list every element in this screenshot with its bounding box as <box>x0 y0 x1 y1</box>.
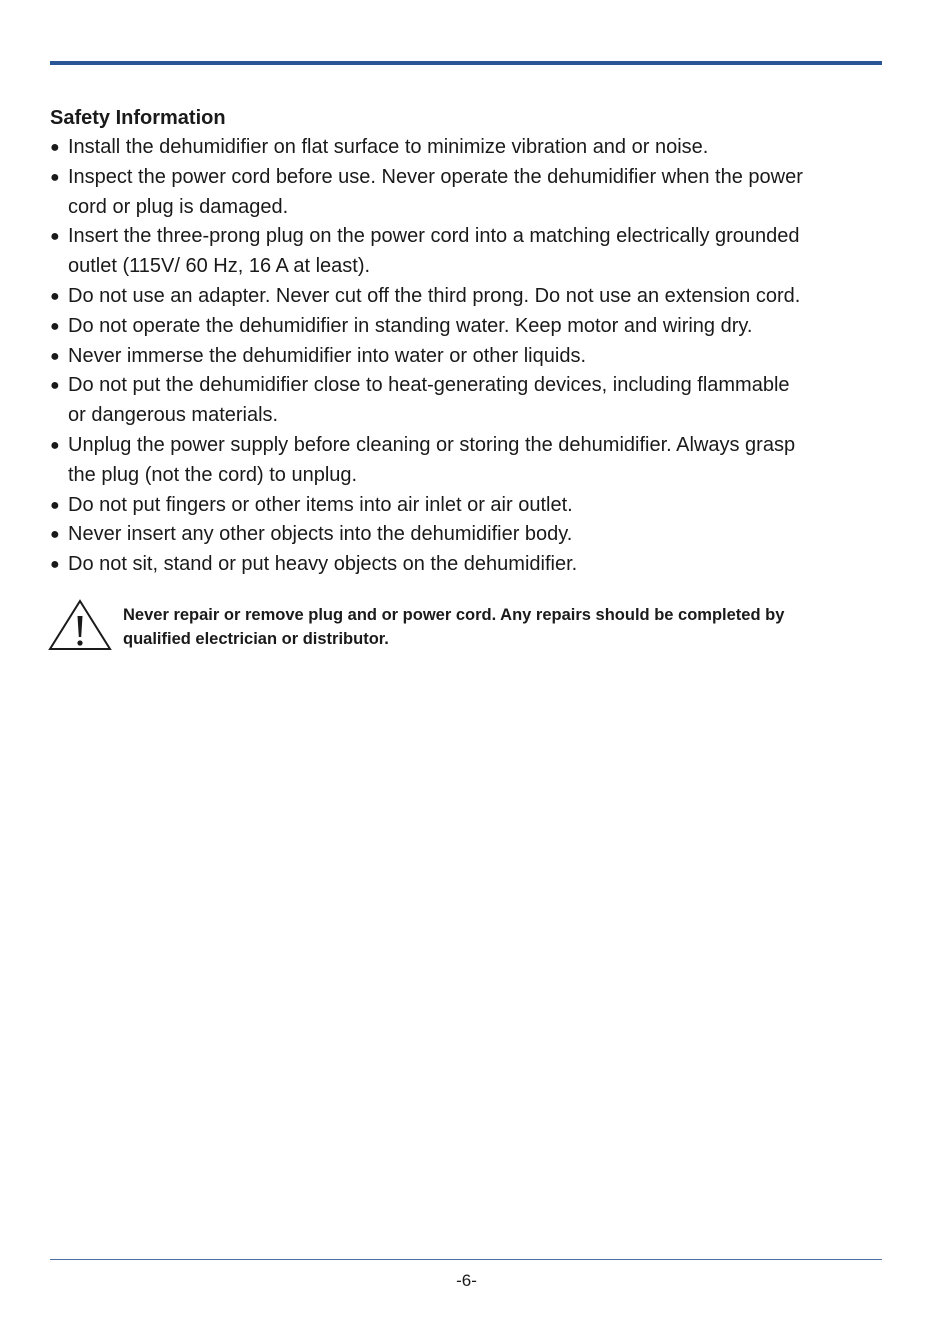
list-item-line: Never immerse the dehumidifier into water or other liquids. <box>68 344 586 367</box>
safety-section <box>50 104 890 580</box>
list-item <box>50 133 890 163</box>
list-item-line: or dangerous materials. <box>68 404 279 427</box>
list-item-line: cord or plug is damaged. <box>68 195 289 218</box>
list-item-line: Inspect the power cord before use. Never operate the dehumidifier when the power <box>68 165 803 188</box>
warning-line: Never repair or remove plug and or power cord. Any repairs should be completed by <box>123 606 785 624</box>
list-item-line: the plug (not the cord) to unplug. <box>68 463 358 486</box>
bullet-icon: ● <box>50 496 60 514</box>
list-item-line: Do not put fingers or other items into air inlet or air outlet. <box>68 493 573 516</box>
list-item <box>50 312 890 342</box>
safety-list <box>50 133 890 580</box>
list-item <box>50 163 890 223</box>
list-item-line: Unplug the power supply before cleaning or storing the dehumidifier. Always grasp <box>68 433 796 456</box>
list-item-line: outlet (115V/ 60 Hz, 16 A at least). <box>68 255 371 278</box>
bullet-icon: ● <box>50 556 60 574</box>
list-item-line: Install the dehumidifier on flat surface to minimize vibration and or noise. <box>68 136 709 158</box>
bullet-icon: ● <box>50 168 60 186</box>
list-item-line: Do not put the dehumidifier close to heat-generating devices, including flammable <box>68 374 790 397</box>
bullet-icon: ● <box>50 228 60 246</box>
list-item <box>50 342 890 372</box>
list-item <box>50 550 890 580</box>
list-item-line: Do not sit, stand or put heavy objects on the dehumidifier. <box>68 553 578 576</box>
warning-notice <box>48 599 868 653</box>
bullet-icon: ● <box>50 317 60 335</box>
section-title: Safety Information <box>50 107 226 129</box>
list-item-line: Insert the three-prong plug on the power cord into a matching electrically grounded <box>68 225 800 248</box>
list-item <box>50 491 890 521</box>
bullet-icon: ● <box>50 377 60 395</box>
page-number: -6- <box>456 1271 477 1290</box>
list-item-line: Do not use an adapter. Never cut off the third prong. Do not use an extension cord. <box>68 284 801 307</box>
warning-line: qualified electrician or distributor. <box>123 630 389 648</box>
footer-rule <box>50 1259 882 1260</box>
list-item <box>50 431 890 491</box>
list-item-line: Never insert any other objects into the dehumidifier body. <box>68 523 573 546</box>
bullet-icon: ● <box>50 347 60 365</box>
list-item <box>50 222 890 282</box>
header-rule <box>50 61 882 65</box>
bullet-icon: ● <box>50 287 60 305</box>
list-item-line: Do not operate the dehumidifier in standing water. Keep motor and wiring dry. <box>68 314 753 337</box>
list-item <box>50 282 890 312</box>
bullet-icon: ● <box>50 139 60 156</box>
list-item <box>50 371 890 431</box>
list-item <box>50 520 890 550</box>
bullet-icon: ● <box>50 436 60 454</box>
warning-text <box>123 603 883 651</box>
bullet-icon: ● <box>50 526 60 544</box>
warning-triangle-icon <box>48 599 112 653</box>
